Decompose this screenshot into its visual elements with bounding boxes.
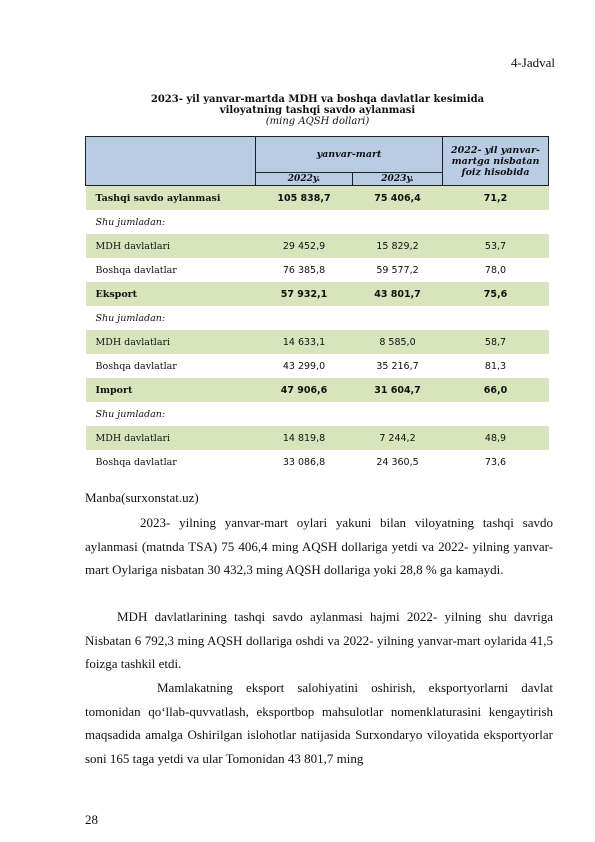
value-percent: 73,6 — [484, 456, 507, 468]
row-label: Tashqi savdo aylanmasi — [86, 186, 256, 211]
value-2023: 43 801,7 — [353, 282, 443, 306]
value-2022: 29 452,9 — [256, 234, 353, 258]
value-percent: 78,0 — [484, 264, 507, 276]
value-percent — [443, 210, 549, 234]
table-row — [86, 186, 549, 211]
value-2023: 15 829,2 — [353, 234, 443, 258]
value-percent: 66,0 — [443, 378, 549, 402]
table-row — [86, 282, 549, 306]
row-label: MDH davlatlari — [86, 426, 256, 450]
paragraph-1: 2023- yilning yanvar-mart oylari yakuni bilan viloyatning tashqi savdo aylanmasi (matnda TSA) 75 406,4 ming AQSH dollariga yetdi va 2022- yilning yanvar-mart Oylariga nisbatan 30 432,3 ming AQSH dollariga yoki 28,8 % ga kamaydi. — [85, 515, 553, 577]
value-percent: 48,9 — [443, 426, 549, 450]
value-2023: 31 604,7 — [353, 378, 443, 402]
table-number: 4-Jadval — [510, 55, 555, 70]
header-period: yanvar-mart — [256, 137, 443, 173]
table-row — [86, 306, 549, 330]
value-2023 — [353, 210, 443, 234]
trade-turnover-table — [85, 136, 549, 474]
paragraph-3: Mamlakatning eksport salohiyatini oshirish, eksportyorlarni davlat tomonidan qo‘llab-quvvatlash, eksportbop mahsulotlar nomenklaturasini kengaytirish maqsadida amalga Oshirilgan islohotlar natijasida Surxondaryo viloyatida eksportyorlar soni 165 taga yetdi va ular Tomonidan 43 801,7 ming — [85, 680, 553, 766]
paragraph-2: MDH davlatlarining tashqi savdo aylanmasi hajmi 2022- yilning shu davriga Nisbatan 6 792,3 ming AQSH dollariga oshdi va 2022- yilning yanvar-mart oylarida 41,5 foizga tashkil etdi. — [85, 609, 553, 671]
value-2023: 8 585,0 — [353, 330, 443, 354]
value-2023: 24 360,5 — [376, 456, 419, 468]
table-row — [86, 402, 549, 426]
value-2022: 57 932,1 — [256, 282, 353, 306]
value-percent: 81,3 — [484, 360, 507, 372]
row-label: MDH davlatlari — [86, 234, 256, 258]
value-2022: 105 838,7 — [256, 186, 353, 211]
header-empty-cell — [86, 137, 256, 186]
table-row — [86, 450, 549, 474]
source-note: Manba(surxonstat.uz) — [85, 490, 199, 505]
table-title-line-2: viloyatning tashqi savdo aylanmasi — [219, 105, 416, 116]
value-2023 — [353, 402, 443, 426]
value-2022 — [256, 210, 353, 234]
value-2022: 76 385,8 — [282, 264, 326, 276]
row-label: Boshqa davlatlar — [95, 456, 177, 468]
value-2023: 35 216,7 — [376, 360, 419, 372]
value-2022: 14 819,8 — [256, 426, 353, 450]
page-number: 28 — [85, 812, 98, 827]
table-row — [86, 354, 549, 378]
row-label: MDH davlatlari — [86, 330, 256, 354]
row-label: Import — [86, 378, 256, 402]
row-label: Boshqa davlatlar — [95, 264, 177, 276]
table-row — [86, 330, 549, 354]
row-label: Eksport — [86, 282, 256, 306]
value-2022 — [256, 306, 353, 330]
value-percent: 53,7 — [443, 234, 549, 258]
row-label: Shu jumladan: — [95, 312, 166, 324]
value-2023 — [353, 306, 443, 330]
table-row — [86, 210, 549, 234]
value-2022: 47 906,6 — [256, 378, 353, 402]
value-2023: 7 244,2 — [353, 426, 443, 450]
value-percent: 71,2 — [443, 186, 549, 211]
value-percent: 58,7 — [443, 330, 549, 354]
value-2022 — [256, 402, 353, 426]
table-row — [86, 258, 549, 282]
row-label: Shu jumladan: — [95, 408, 166, 420]
table-title — [85, 94, 550, 127]
table-unit: (ming AQSH dollari) — [265, 116, 370, 127]
header-2023: 2023y. — [353, 173, 443, 186]
header-2022: 2022y. — [256, 173, 353, 186]
value-2022: 43 299,0 — [282, 360, 326, 372]
value-percent — [443, 306, 549, 330]
table-row — [86, 234, 549, 258]
value-2022: 33 086,8 — [282, 456, 326, 468]
table-row — [86, 378, 549, 402]
value-percent: 75,6 — [443, 282, 549, 306]
value-2023: 75 406,4 — [353, 186, 443, 211]
header-percent: 2022- yil yanvar-martga nisbatan foiz hisobida — [443, 137, 549, 186]
row-label: Shu jumladan: — [95, 216, 166, 228]
value-2022: 14 633,1 — [256, 330, 353, 354]
value-2023: 59 577,2 — [376, 264, 419, 276]
table-row — [86, 426, 549, 450]
value-percent — [443, 402, 549, 426]
table-title-line-1: 2023- yil yanvar-martda MDH va boshqa davlatlar kesimida — [150, 94, 485, 105]
row-label: Boshqa davlatlar — [95, 360, 177, 372]
